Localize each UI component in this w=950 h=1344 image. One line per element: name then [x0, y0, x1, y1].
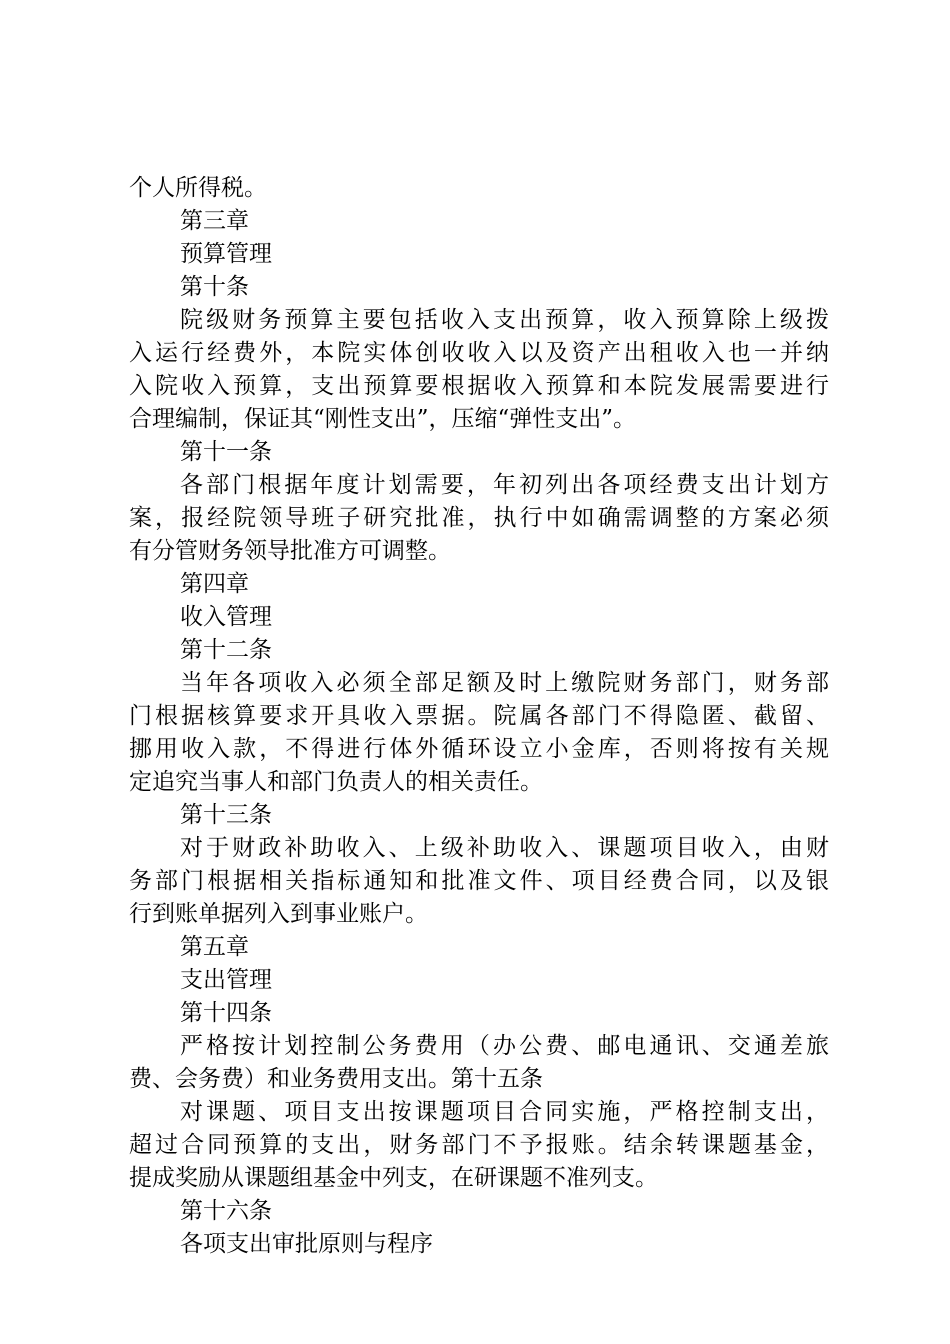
section-heading: 第五章 [180, 934, 249, 960]
section-heading: 第十六条 [180, 1198, 272, 1224]
text-line: 提成奖励从课题组基金中列支，在研课题不准列支。 [129, 1165, 658, 1191]
text-line: 院级财务预算主要包括收入支出预算，收入预算除上级拨 [180, 307, 829, 333]
text-line: 收入管理 [180, 604, 272, 630]
section-heading: 第十一条 [180, 439, 272, 465]
text-line: 个人所得税。 [129, 175, 267, 201]
section-heading: 第十四条 [180, 1000, 272, 1026]
text-line: 对于财政补助收入、上级补助收入、课题项目收入，由财 [180, 835, 829, 861]
text-line: 门根据核算要求开具收入票据。院属各部门不得隐匿、截留、 [129, 703, 829, 729]
text-line: 对课题、项目支出按课题项目合同实施，严格控制支出， [180, 1099, 829, 1125]
text-line: 当年各项收入必须全部足额及时上缴院财务部门，财务部 [180, 670, 829, 696]
text-line: 各项支出审批原则与程序 [180, 1231, 433, 1257]
text-line: 行到账单据列入到事业账户。 [129, 901, 428, 927]
text-line: 合理编制，保证其“刚性支出”，压缩“弹性支出”。 [129, 406, 637, 432]
text-line: 有分管财务领导批准方可调整。 [129, 538, 451, 564]
section-heading: 第三章 [180, 208, 249, 234]
section-heading: 第十二条 [180, 637, 272, 663]
text-line: 挪用收入款，不得进行体外循环设立小金库，否则将按有关规 [129, 736, 829, 762]
document-body [129, 172, 829, 1261]
text-line: 费、会务费）和业务费用支出。第十五条 [129, 1066, 543, 1092]
text-line: 案，报经院领导班子研究批准，执行中如确需调整的方案必须 [129, 505, 829, 531]
text-line: 严格按计划控制公务费用（办公费、邮电通讯、交通差旅 [180, 1033, 829, 1059]
text-line: 入院收入预算，支出预算要根据收入预算和本院发展需要进行 [129, 373, 829, 399]
section-heading: 第四章 [180, 571, 249, 597]
section-heading: 第十条 [180, 274, 249, 300]
text-line: 务部门根据相关指标通知和批准文件、项目经费合同，以及银 [129, 868, 829, 894]
text-line: 支出管理 [180, 967, 272, 993]
text-line: 超过合同预算的支出，财务部门不予报账。结余转课题基金， [129, 1132, 829, 1158]
text-line: 预算管理 [180, 241, 272, 267]
section-heading: 第十三条 [180, 802, 272, 828]
text-line: 入运行经费外，本院实体创收收入以及资产出租收入也一并纳 [129, 340, 829, 366]
text-line: 各部门根据年度计划需要，年初列出各项经费支出计划方 [180, 472, 829, 498]
text-line: 定追究当事人和部门负责人的相关责任。 [129, 769, 543, 795]
